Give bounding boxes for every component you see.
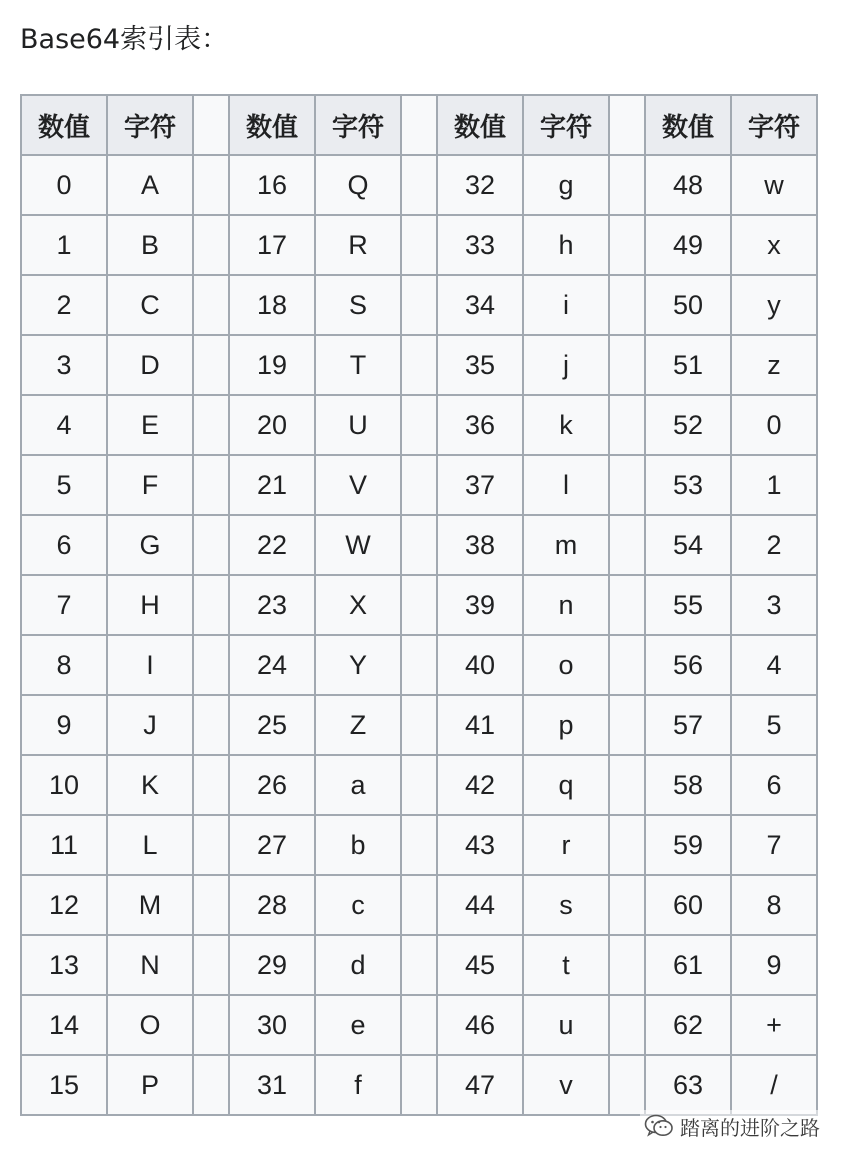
column-gap bbox=[401, 215, 437, 275]
char-cell: s bbox=[523, 875, 609, 935]
column-gap bbox=[193, 635, 229, 695]
value-cell: 36 bbox=[437, 395, 523, 455]
value-cell: 58 bbox=[645, 755, 731, 815]
char-cell: V bbox=[315, 455, 401, 515]
value-cell: 55 bbox=[645, 575, 731, 635]
char-cell: m bbox=[523, 515, 609, 575]
column-gap bbox=[193, 935, 229, 995]
page-title: Base64索引表： bbox=[20, 24, 229, 55]
char-cell: 6 bbox=[731, 755, 817, 815]
char-cell: r bbox=[523, 815, 609, 875]
header-char: 字符 bbox=[107, 95, 193, 155]
char-cell: J bbox=[107, 695, 193, 755]
column-gap bbox=[609, 935, 645, 995]
char-cell: l bbox=[523, 455, 609, 515]
char-cell: b bbox=[315, 815, 401, 875]
header-value: 数值 bbox=[229, 95, 315, 155]
value-cell: 12 bbox=[21, 875, 107, 935]
column-gap bbox=[401, 695, 437, 755]
value-cell: 44 bbox=[437, 875, 523, 935]
value-cell: 45 bbox=[437, 935, 523, 995]
table-row bbox=[21, 1055, 817, 1115]
value-cell: 24 bbox=[229, 635, 315, 695]
value-cell: 38 bbox=[437, 515, 523, 575]
value-cell: 59 bbox=[645, 815, 731, 875]
char-cell: z bbox=[731, 335, 817, 395]
value-cell: 29 bbox=[229, 935, 315, 995]
column-gap bbox=[609, 455, 645, 515]
value-cell: 43 bbox=[437, 815, 523, 875]
header-char: 字符 bbox=[523, 95, 609, 155]
column-gap bbox=[401, 635, 437, 695]
char-cell: E bbox=[107, 395, 193, 455]
char-cell: u bbox=[523, 995, 609, 1055]
column-gap bbox=[609, 575, 645, 635]
column-gap bbox=[609, 635, 645, 695]
char-cell: x bbox=[731, 215, 817, 275]
char-cell: n bbox=[523, 575, 609, 635]
value-cell: 14 bbox=[21, 995, 107, 1055]
char-cell: G bbox=[107, 515, 193, 575]
char-cell: 7 bbox=[731, 815, 817, 875]
column-gap bbox=[193, 875, 229, 935]
value-cell: 23 bbox=[229, 575, 315, 635]
value-cell: 49 bbox=[645, 215, 731, 275]
char-cell: K bbox=[107, 755, 193, 815]
value-cell: 20 bbox=[229, 395, 315, 455]
value-cell: 5 bbox=[21, 455, 107, 515]
char-cell: S bbox=[315, 275, 401, 335]
table-row bbox=[21, 815, 817, 875]
value-cell: 40 bbox=[437, 635, 523, 695]
column-gap bbox=[193, 395, 229, 455]
value-cell: 16 bbox=[229, 155, 315, 215]
column-gap bbox=[401, 155, 437, 215]
value-cell: 39 bbox=[437, 575, 523, 635]
char-cell: o bbox=[523, 635, 609, 695]
char-cell: R bbox=[315, 215, 401, 275]
column-gap bbox=[609, 395, 645, 455]
char-cell: 2 bbox=[731, 515, 817, 575]
value-cell: 26 bbox=[229, 755, 315, 815]
column-gap bbox=[401, 95, 437, 155]
column-gap bbox=[401, 875, 437, 935]
value-cell: 63 bbox=[645, 1055, 731, 1115]
table-row bbox=[21, 335, 817, 395]
header-char: 字符 bbox=[315, 95, 401, 155]
value-cell: 7 bbox=[21, 575, 107, 635]
char-cell: D bbox=[107, 335, 193, 395]
char-cell: O bbox=[107, 995, 193, 1055]
char-cell: L bbox=[107, 815, 193, 875]
char-cell: X bbox=[315, 575, 401, 635]
table-row bbox=[21, 155, 817, 215]
value-cell: 9 bbox=[21, 695, 107, 755]
value-cell: 52 bbox=[645, 395, 731, 455]
char-cell: T bbox=[315, 335, 401, 395]
column-gap bbox=[609, 695, 645, 755]
char-cell: M bbox=[107, 875, 193, 935]
watermark-text: 踏离的进阶之路 bbox=[680, 1115, 820, 1140]
column-gap bbox=[401, 755, 437, 815]
value-cell: 42 bbox=[437, 755, 523, 815]
char-cell: w bbox=[731, 155, 817, 215]
char-cell: a bbox=[315, 755, 401, 815]
char-cell: y bbox=[731, 275, 817, 335]
value-cell: 13 bbox=[21, 935, 107, 995]
column-gap bbox=[193, 275, 229, 335]
value-cell: 34 bbox=[437, 275, 523, 335]
char-cell: B bbox=[107, 215, 193, 275]
char-cell: d bbox=[315, 935, 401, 995]
char-cell: 8 bbox=[731, 875, 817, 935]
value-cell: 4 bbox=[21, 395, 107, 455]
char-cell: v bbox=[523, 1055, 609, 1115]
column-gap bbox=[609, 95, 645, 155]
char-cell: N bbox=[107, 935, 193, 995]
column-gap bbox=[401, 995, 437, 1055]
char-cell: j bbox=[523, 335, 609, 395]
column-gap bbox=[609, 335, 645, 395]
value-cell: 47 bbox=[437, 1055, 523, 1115]
value-cell: 21 bbox=[229, 455, 315, 515]
char-cell: q bbox=[523, 755, 609, 815]
wechat-icon bbox=[644, 1113, 674, 1139]
column-gap bbox=[609, 995, 645, 1055]
value-cell: 41 bbox=[437, 695, 523, 755]
value-cell: 0 bbox=[21, 155, 107, 215]
char-cell: p bbox=[523, 695, 609, 755]
value-cell: 3 bbox=[21, 335, 107, 395]
char-cell: 4 bbox=[731, 635, 817, 695]
value-cell: 62 bbox=[645, 995, 731, 1055]
header-value: 数值 bbox=[645, 95, 731, 155]
column-gap bbox=[401, 455, 437, 515]
column-gap bbox=[609, 155, 645, 215]
table-row bbox=[21, 635, 817, 695]
value-cell: 15 bbox=[21, 1055, 107, 1115]
value-cell: 10 bbox=[21, 755, 107, 815]
column-gap bbox=[401, 1055, 437, 1115]
table-row bbox=[21, 875, 817, 935]
char-cell: 0 bbox=[731, 395, 817, 455]
char-cell: Q bbox=[315, 155, 401, 215]
column-gap bbox=[609, 515, 645, 575]
value-cell: 1 bbox=[21, 215, 107, 275]
value-cell: 19 bbox=[229, 335, 315, 395]
value-cell: 35 bbox=[437, 335, 523, 395]
value-cell: 32 bbox=[437, 155, 523, 215]
column-gap bbox=[193, 815, 229, 875]
char-cell: Z bbox=[315, 695, 401, 755]
value-cell: 25 bbox=[229, 695, 315, 755]
value-cell: 54 bbox=[645, 515, 731, 575]
column-gap bbox=[609, 755, 645, 815]
char-cell: F bbox=[107, 455, 193, 515]
column-gap bbox=[193, 155, 229, 215]
value-cell: 18 bbox=[229, 275, 315, 335]
char-cell: P bbox=[107, 1055, 193, 1115]
value-cell: 56 bbox=[645, 635, 731, 695]
value-cell: 17 bbox=[229, 215, 315, 275]
table-row bbox=[21, 695, 817, 755]
table-row bbox=[21, 575, 817, 635]
column-gap bbox=[401, 515, 437, 575]
value-cell: 27 bbox=[229, 815, 315, 875]
column-gap bbox=[193, 335, 229, 395]
header-char: 字符 bbox=[731, 95, 817, 155]
table-row bbox=[21, 215, 817, 275]
char-cell: C bbox=[107, 275, 193, 335]
char-cell: / bbox=[731, 1055, 817, 1115]
column-gap bbox=[193, 455, 229, 515]
table-row bbox=[21, 935, 817, 995]
column-gap bbox=[401, 275, 437, 335]
char-cell: 9 bbox=[731, 935, 817, 995]
value-cell: 30 bbox=[229, 995, 315, 1055]
base64-index-table bbox=[20, 94, 818, 1116]
value-cell: 60 bbox=[645, 875, 731, 935]
column-gap bbox=[609, 815, 645, 875]
char-cell: t bbox=[523, 935, 609, 995]
header-value: 数值 bbox=[21, 95, 107, 155]
column-gap bbox=[193, 995, 229, 1055]
column-gap bbox=[193, 95, 229, 155]
value-cell: 22 bbox=[229, 515, 315, 575]
value-cell: 28 bbox=[229, 875, 315, 935]
column-gap bbox=[193, 575, 229, 635]
column-gap bbox=[609, 215, 645, 275]
char-cell: I bbox=[107, 635, 193, 695]
value-cell: 46 bbox=[437, 995, 523, 1055]
value-cell: 53 bbox=[645, 455, 731, 515]
char-cell: f bbox=[315, 1055, 401, 1115]
char-cell: g bbox=[523, 155, 609, 215]
column-gap bbox=[609, 1055, 645, 1115]
char-cell: 1 bbox=[731, 455, 817, 515]
char-cell: Y bbox=[315, 635, 401, 695]
char-cell: h bbox=[523, 215, 609, 275]
column-gap bbox=[193, 515, 229, 575]
char-cell: H bbox=[107, 575, 193, 635]
value-cell: 61 bbox=[645, 935, 731, 995]
table-row bbox=[21, 275, 817, 335]
value-cell: 51 bbox=[645, 335, 731, 395]
header-value: 数值 bbox=[437, 95, 523, 155]
value-cell: 57 bbox=[645, 695, 731, 755]
column-gap bbox=[193, 215, 229, 275]
table-row bbox=[21, 395, 817, 455]
char-cell: + bbox=[731, 995, 817, 1055]
watermark bbox=[640, 1110, 824, 1142]
value-cell: 11 bbox=[21, 815, 107, 875]
column-gap bbox=[401, 335, 437, 395]
char-cell: U bbox=[315, 395, 401, 455]
value-cell: 6 bbox=[21, 515, 107, 575]
char-cell: A bbox=[107, 155, 193, 215]
column-gap bbox=[193, 695, 229, 755]
value-cell: 48 bbox=[645, 155, 731, 215]
char-cell: e bbox=[315, 995, 401, 1055]
value-cell: 33 bbox=[437, 215, 523, 275]
column-gap bbox=[193, 1055, 229, 1115]
table-header-row bbox=[21, 95, 817, 155]
char-cell: 5 bbox=[731, 695, 817, 755]
value-cell: 8 bbox=[21, 635, 107, 695]
char-cell: k bbox=[523, 395, 609, 455]
column-gap bbox=[401, 575, 437, 635]
char-cell: c bbox=[315, 875, 401, 935]
value-cell: 31 bbox=[229, 1055, 315, 1115]
char-cell: 3 bbox=[731, 575, 817, 635]
column-gap bbox=[401, 935, 437, 995]
column-gap bbox=[401, 815, 437, 875]
column-gap bbox=[609, 875, 645, 935]
table-row bbox=[21, 995, 817, 1055]
table-row bbox=[21, 515, 817, 575]
column-gap bbox=[193, 755, 229, 815]
table-row bbox=[21, 455, 817, 515]
column-gap bbox=[401, 395, 437, 455]
table-row bbox=[21, 755, 817, 815]
value-cell: 2 bbox=[21, 275, 107, 335]
column-gap bbox=[609, 275, 645, 335]
char-cell: i bbox=[523, 275, 609, 335]
value-cell: 50 bbox=[645, 275, 731, 335]
value-cell: 37 bbox=[437, 455, 523, 515]
char-cell: W bbox=[315, 515, 401, 575]
